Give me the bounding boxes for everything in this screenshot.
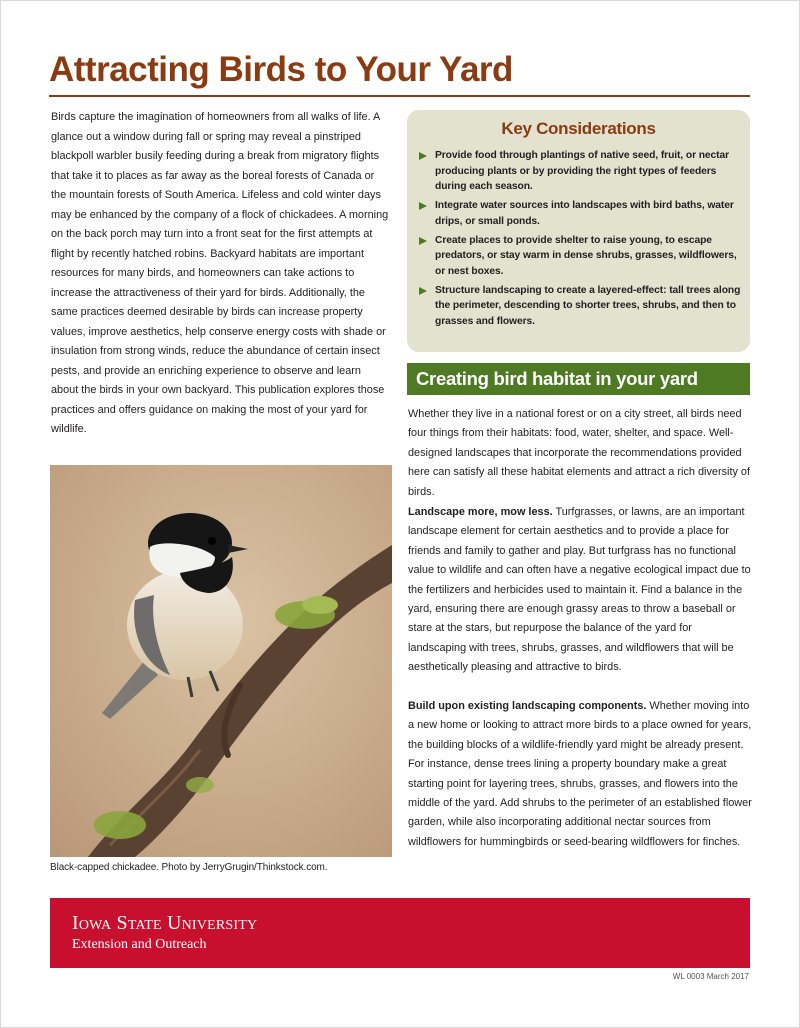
- chickadee-illustration: [50, 465, 392, 857]
- arrow-bullet-icon: [419, 237, 427, 245]
- university-name: Iowa State University: [72, 912, 258, 934]
- list-item: Structure landscaping to create a layered-effect: tall trees along the perimeter, descending to shorter trees, shrubs, and then to grasses and flowers.: [419, 283, 744, 330]
- section-heading-bar: [407, 363, 750, 395]
- title-rule: [49, 95, 750, 97]
- list-item: Integrate water sources into landscapes with bird baths, water drips, or small ponds.: [419, 198, 744, 229]
- isu-footer-banner: [50, 898, 750, 968]
- bird-eye: [208, 537, 216, 545]
- body-paragraph-1: Whether they live in a national forest or on a city street, all birds need four things from their habitats: food, water, shelter, and space. Well-designed landscapes that incorporate the recommendations provided here can satisfy all these habitat elements and attract a rich diversity of birds.: [408, 408, 751, 498]
- section-heading: Creating bird habitat in your yard: [416, 368, 698, 389]
- paragraph-lead: Landscape more, mow less.: [408, 506, 553, 518]
- key-considerations-box: [407, 110, 750, 352]
- moss-upper-highlight: [302, 596, 338, 614]
- moss-middle: [186, 777, 214, 793]
- photo-caption: Black-capped chickadee. Photo by JerryGrugin/Thinkstock.com.: [50, 862, 328, 873]
- moss-lower: [94, 811, 146, 839]
- paragraph-lead: Build upon existing landscaping components.: [408, 700, 647, 712]
- university-unit: Extension and Outreach: [72, 937, 207, 952]
- arrow-bullet-icon: [419, 287, 427, 295]
- body-paragraph-2: Landscape more, mow less. Turfgrasses, or lawns, are an important landscape element for certain aesthetics and to provide a place for friends and family to gather and play. But turfgrass has no functional value to wildlife and can often have a negative ecological impact due to the fertilizers and herbicides used to maintain it. Find a balance in the yard, ensuring there are enough grassy areas to throw a baseball or stare at the stars, but repurpose the balance of the yard for landscaping with trees, shrubs, grasses, and wildflowers that will be aesthetically pleasing and attractive to birds.: [408, 506, 751, 674]
- list-item: Create places to provide shelter to raise young, to escape predators, or stay warm in dense shrubs, grasses, wildflowers, or nest boxes.: [419, 233, 744, 280]
- key-considerations-list: [419, 148, 744, 333]
- body-paragraph-3: Build upon existing landscaping components. Whether moving into a new home or looking to attract more birds to a place owned for years, the building blocks of a wildlife-friendly yard might be already present. For instance, dense trees lining a property boundary make a great starting point for layering trees, shrubs, grasses, and flowers into the middle of the yard. Add shrubs to the perimeter of an established flower garden, while also incorporating additional nectar sources from wildflowers for hummingbirds or seed-bearing wildflowers for finches.: [408, 700, 752, 848]
- chickadee-photo: [50, 465, 392, 857]
- publication-code: WL 0003 March 2017: [672, 972, 749, 981]
- page-title: Attracting Birds to Your Yard: [49, 50, 513, 89]
- arrow-bullet-icon: [419, 152, 427, 160]
- key-considerations-title: Key Considerations: [501, 119, 656, 138]
- arrow-bullet-icon: [419, 202, 427, 210]
- intro-paragraph: Birds capture the imagination of homeowners from all walks of life. A glance out a window during fall or spring may reveal a pinstriped blackpoll warbler busily feeding during a break from migratory flights that take it to places as far away as the boreal forests of Canada or the mountain forests of South America. Lifeless and cold winter days may be enhanced by the company of a flock of chickadees. A morning on the back porch may turn into a front seat for the first attempts at flight by recently hatched robins. Backyard habitats are important resources for many birds, and homeowners can take actions to increase the attractiveness of their yard for birds. Additionally, the same practices deemed desirable by birds can increase property values, improve aesthetics, help conserve energy costs with shade or insulation from strong winds, reduce the abundance of certain insect pests, and provide an enriching experience to observe and learn about the birds in your own backyard. This publication explores those practices and offers guidance on making the most of your yard for wildlife.: [51, 111, 389, 435]
- list-item: Provide food through plantings of native seed, fruit, or nectar producing plants or by providing the right types of feeders during each season.: [419, 148, 744, 195]
